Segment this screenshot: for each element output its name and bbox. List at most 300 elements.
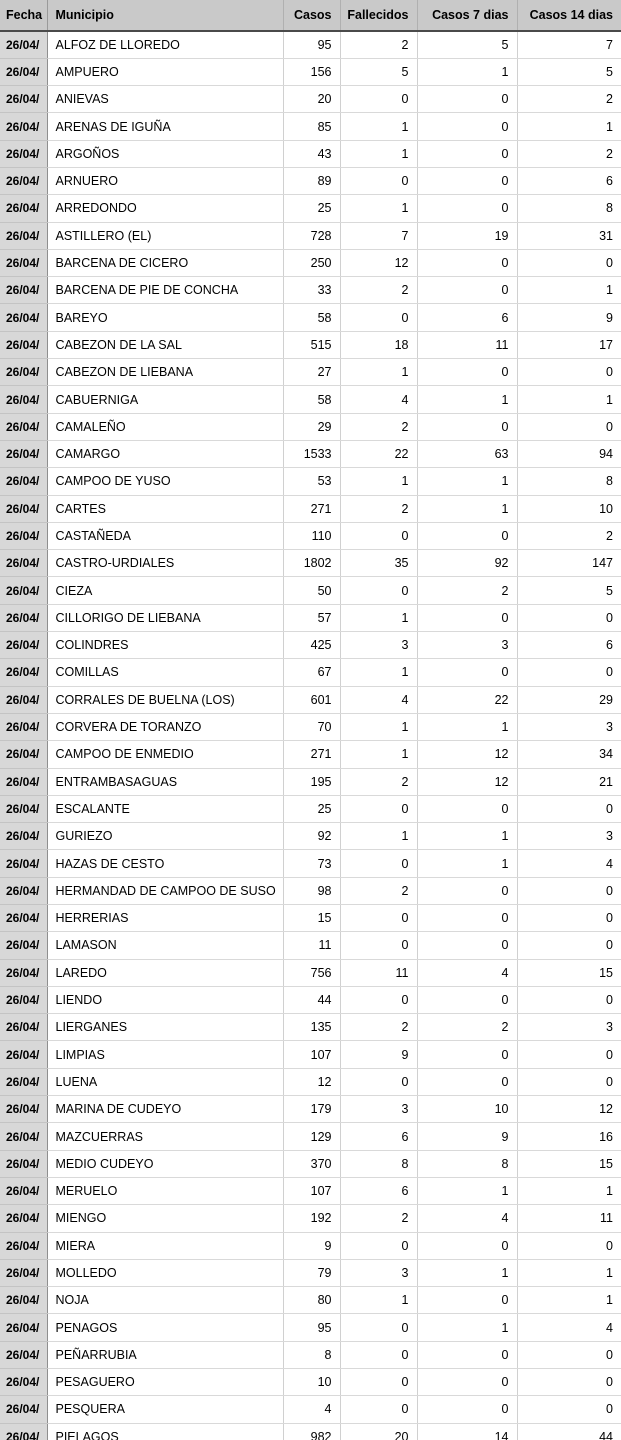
- cell-fallecidos: 8: [340, 1150, 417, 1177]
- cell-casos: 44: [283, 986, 340, 1013]
- cell-casos-7-dias: 10: [417, 1096, 517, 1123]
- cell-casos: 53: [283, 468, 340, 495]
- cell-municipio: PESQUERA: [47, 1396, 283, 1423]
- cell-municipio: CASTRO-URDIALES: [47, 550, 283, 577]
- cell-casos-7-dias: 0: [417, 277, 517, 304]
- cell-municipio: MOLLEDO: [47, 1259, 283, 1286]
- table-row[interactable]: [0, 440, 621, 467]
- column-header-casos[interactable]: Casos: [283, 0, 340, 31]
- cell-casos-7-dias: 0: [417, 659, 517, 686]
- cell-casos-7-dias: 0: [417, 1287, 517, 1314]
- cell-fecha: 26/04/: [0, 1423, 47, 1440]
- cell-fallecidos: 2: [340, 1014, 417, 1041]
- cell-casos-14-dias: 0: [517, 1341, 621, 1368]
- cell-fallecidos: 1: [340, 113, 417, 140]
- cell-casos: 92: [283, 823, 340, 850]
- cell-casos-14-dias: 0: [517, 877, 621, 904]
- cell-fecha: 26/04/: [0, 877, 47, 904]
- cell-casos: 25: [283, 195, 340, 222]
- cell-casos: 1533: [283, 440, 340, 467]
- cell-casos-7-dias: 0: [417, 195, 517, 222]
- cell-casos-7-dias: 19: [417, 222, 517, 249]
- cell-fecha: 26/04/: [0, 167, 47, 194]
- table-row[interactable]: [0, 1205, 621, 1232]
- cell-fecha: 26/04/: [0, 768, 47, 795]
- table-row[interactable]: [0, 659, 621, 686]
- cell-casos-14-dias: 0: [517, 1369, 621, 1396]
- table-row[interactable]: [0, 550, 621, 577]
- cell-casos-14-dias: 6: [517, 632, 621, 659]
- cell-casos: 20: [283, 86, 340, 113]
- table-row[interactable]: [0, 1423, 621, 1440]
- table-row[interactable]: [0, 359, 621, 386]
- cell-fallecidos: 4: [340, 386, 417, 413]
- table-row[interactable]: [0, 1341, 621, 1368]
- cell-casos-14-dias: 0: [517, 413, 621, 440]
- cell-casos: 271: [283, 741, 340, 768]
- cell-fallecidos: 4: [340, 686, 417, 713]
- cell-casos-7-dias: 8: [417, 1150, 517, 1177]
- cell-fallecidos: 1: [340, 359, 417, 386]
- cell-casos-14-dias: 8: [517, 468, 621, 495]
- table-row[interactable]: [0, 1396, 621, 1423]
- cell-fallecidos: 3: [340, 632, 417, 659]
- cell-casos-14-dias: 12: [517, 1096, 621, 1123]
- cell-casos-7-dias: 0: [417, 249, 517, 276]
- cell-casos-14-dias: 16: [517, 1123, 621, 1150]
- table-row[interactable]: [0, 1259, 621, 1286]
- cell-casos: 370: [283, 1150, 340, 1177]
- cell-municipio: CASTAÑEDA: [47, 522, 283, 549]
- cell-fallecidos: 0: [340, 1396, 417, 1423]
- cell-fecha: 26/04/: [0, 522, 47, 549]
- cell-fecha: 26/04/: [0, 1096, 47, 1123]
- cell-municipio: GURIEZO: [47, 823, 283, 850]
- cell-fecha: 26/04/: [0, 359, 47, 386]
- table-row[interactable]: [0, 1014, 621, 1041]
- table-header-row: [0, 0, 621, 31]
- cell-municipio: BARCENA DE CICERO: [47, 249, 283, 276]
- cell-fecha: 26/04/: [0, 304, 47, 331]
- cell-casos: 85: [283, 113, 340, 140]
- cell-casos-14-dias: 0: [517, 249, 621, 276]
- cell-municipio: HERRERIAS: [47, 905, 283, 932]
- cell-casos: 15: [283, 905, 340, 932]
- table-row[interactable]: [0, 1287, 621, 1314]
- cell-casos-14-dias: 1: [517, 1287, 621, 1314]
- cell-casos-14-dias: 0: [517, 1396, 621, 1423]
- cell-casos-7-dias: 0: [417, 1068, 517, 1095]
- cell-casos: 43: [283, 140, 340, 167]
- cell-fecha: 26/04/: [0, 986, 47, 1013]
- cell-casos: 58: [283, 386, 340, 413]
- column-header-fecha[interactable]: Fecha: [0, 0, 47, 31]
- cell-fecha: 26/04/: [0, 222, 47, 249]
- column-header-casos-7-dias[interactable]: Casos 7 dias: [417, 0, 517, 31]
- table-row[interactable]: [0, 1041, 621, 1068]
- cell-casos: 29: [283, 413, 340, 440]
- cell-municipio: ANIEVAS: [47, 86, 283, 113]
- cell-casos-14-dias: 1: [517, 113, 621, 140]
- cell-casos: 107: [283, 1177, 340, 1204]
- table-row[interactable]: [0, 386, 621, 413]
- cell-casos-14-dias: 0: [517, 1041, 621, 1068]
- cell-casos-14-dias: 15: [517, 1150, 621, 1177]
- cell-fecha: 26/04/: [0, 1232, 47, 1259]
- cell-casos-7-dias: 1: [417, 386, 517, 413]
- cell-fallecidos: 2: [340, 1205, 417, 1232]
- cell-fallecidos: 7: [340, 222, 417, 249]
- cell-fecha: 26/04/: [0, 713, 47, 740]
- cell-casos-14-dias: 0: [517, 1068, 621, 1095]
- table-row[interactable]: [0, 986, 621, 1013]
- table-row[interactable]: [0, 222, 621, 249]
- cell-casos-14-dias: 10: [517, 495, 621, 522]
- table-row[interactable]: [0, 86, 621, 113]
- cell-municipio: CIEZA: [47, 577, 283, 604]
- cell-municipio: COLINDRES: [47, 632, 283, 659]
- cell-municipio: ARENAS DE IGUÑA: [47, 113, 283, 140]
- cell-casos-7-dias: 1: [417, 1177, 517, 1204]
- cell-fecha: 26/04/: [0, 1014, 47, 1041]
- cell-casos-14-dias: 3: [517, 823, 621, 850]
- table-row[interactable]: [0, 741, 621, 768]
- cell-fecha: 26/04/: [0, 331, 47, 358]
- cell-casos-7-dias: 0: [417, 905, 517, 932]
- cell-municipio: LAREDO: [47, 959, 283, 986]
- cell-fallecidos: 20: [340, 1423, 417, 1440]
- cell-municipio: BAREYO: [47, 304, 283, 331]
- cell-fallecidos: 0: [340, 1314, 417, 1341]
- cell-casos-14-dias: 5: [517, 577, 621, 604]
- cell-fecha: 26/04/: [0, 1369, 47, 1396]
- cell-fecha: 26/04/: [0, 1341, 47, 1368]
- cell-fecha: 26/04/: [0, 959, 47, 986]
- cell-casos-14-dias: 2: [517, 140, 621, 167]
- cell-fallecidos: 0: [340, 850, 417, 877]
- cell-casos-14-dias: 0: [517, 795, 621, 822]
- cell-municipio: ARGOÑOS: [47, 140, 283, 167]
- table-row[interactable]: [0, 249, 621, 276]
- table-row[interactable]: [0, 113, 621, 140]
- cell-casos-14-dias: 0: [517, 932, 621, 959]
- table-row[interactable]: [0, 795, 621, 822]
- cell-fecha: 26/04/: [0, 31, 47, 58]
- cell-fecha: 26/04/: [0, 795, 47, 822]
- cell-casos-7-dias: 1: [417, 495, 517, 522]
- cell-municipio: AMPUERO: [47, 58, 283, 85]
- cell-fallecidos: 1: [340, 823, 417, 850]
- column-header-municipio[interactable]: Municipio: [47, 0, 283, 31]
- cell-casos-7-dias: 0: [417, 604, 517, 631]
- table-row[interactable]: [0, 823, 621, 850]
- cell-casos-14-dias: 31: [517, 222, 621, 249]
- cell-casos-7-dias: 0: [417, 167, 517, 194]
- cell-casos: 95: [283, 31, 340, 58]
- cell-municipio: MIENGO: [47, 1205, 283, 1232]
- cell-fallecidos: 18: [340, 331, 417, 358]
- cell-casos-7-dias: 3: [417, 632, 517, 659]
- cell-casos-14-dias: 1: [517, 386, 621, 413]
- cell-casos-7-dias: 14: [417, 1423, 517, 1440]
- table-body: [0, 31, 621, 1440]
- cell-fallecidos: 3: [340, 1096, 417, 1123]
- cell-fecha: 26/04/: [0, 277, 47, 304]
- cell-casos: 1802: [283, 550, 340, 577]
- cell-fecha: 26/04/: [0, 468, 47, 495]
- cell-fallecidos: 0: [340, 1341, 417, 1368]
- cell-fallecidos: 0: [340, 1232, 417, 1259]
- cell-municipio: CAMALEÑO: [47, 413, 283, 440]
- cell-casos-14-dias: 3: [517, 713, 621, 740]
- cell-municipio: LUENA: [47, 1068, 283, 1095]
- cell-casos-14-dias: 4: [517, 850, 621, 877]
- table-row[interactable]: [0, 331, 621, 358]
- cell-casos-14-dias: 5: [517, 58, 621, 85]
- cell-casos: 728: [283, 222, 340, 249]
- cell-fecha: 26/04/: [0, 440, 47, 467]
- cell-casos-7-dias: 5: [417, 31, 517, 58]
- cell-casos-14-dias: 29: [517, 686, 621, 713]
- table-row[interactable]: [0, 140, 621, 167]
- cell-fallecidos: 6: [340, 1123, 417, 1150]
- cell-fecha: 26/04/: [0, 1396, 47, 1423]
- cell-casos: 12: [283, 1068, 340, 1095]
- cell-municipio: ENTRAMBASAGUAS: [47, 768, 283, 795]
- table-row[interactable]: [0, 1096, 621, 1123]
- table-row[interactable]: [0, 768, 621, 795]
- table-row[interactable]: [0, 1314, 621, 1341]
- table-row[interactable]: [0, 577, 621, 604]
- cell-fallecidos: 2: [340, 31, 417, 58]
- table-row[interactable]: [0, 304, 621, 331]
- cell-casos: 95: [283, 1314, 340, 1341]
- cell-casos-7-dias: 1: [417, 823, 517, 850]
- cell-fallecidos: 12: [340, 249, 417, 276]
- cell-casos-14-dias: 0: [517, 1232, 621, 1259]
- cell-casos-7-dias: 92: [417, 550, 517, 577]
- table-row[interactable]: [0, 195, 621, 222]
- cell-casos-7-dias: 0: [417, 113, 517, 140]
- column-header-fallecidos[interactable]: Fallecidos: [340, 0, 417, 31]
- cell-fallecidos: 3: [340, 1259, 417, 1286]
- cell-fallecidos: 0: [340, 986, 417, 1013]
- cell-fallecidos: 9: [340, 1041, 417, 1068]
- cell-municipio: CILLORIGO DE LIEBANA: [47, 604, 283, 631]
- cell-casos-7-dias: 11: [417, 331, 517, 358]
- cell-fallecidos: 0: [340, 932, 417, 959]
- cell-fecha: 26/04/: [0, 577, 47, 604]
- cell-municipio: MEDIO CUDEYO: [47, 1150, 283, 1177]
- cell-municipio: CAMPOO DE YUSO: [47, 468, 283, 495]
- table-row[interactable]: [0, 1150, 621, 1177]
- table-row[interactable]: [0, 632, 621, 659]
- cell-casos: 195: [283, 768, 340, 795]
- cell-fecha: 26/04/: [0, 741, 47, 768]
- cell-fecha: 26/04/: [0, 195, 47, 222]
- cell-casos-14-dias: 2: [517, 522, 621, 549]
- cell-casos-14-dias: 1: [517, 1259, 621, 1286]
- cell-casos: 79: [283, 1259, 340, 1286]
- cell-fallecidos: 1: [340, 195, 417, 222]
- table-row[interactable]: [0, 959, 621, 986]
- cell-fallecidos: 0: [340, 167, 417, 194]
- cell-fallecidos: 1: [340, 140, 417, 167]
- cell-municipio: COMILLAS: [47, 659, 283, 686]
- cell-municipio: LIMPIAS: [47, 1041, 283, 1068]
- cell-fallecidos: 1: [340, 741, 417, 768]
- table-row[interactable]: [0, 850, 621, 877]
- cell-municipio: MIERA: [47, 1232, 283, 1259]
- cell-fecha: 26/04/: [0, 140, 47, 167]
- cell-casos-7-dias: 0: [417, 1232, 517, 1259]
- cell-casos: 156: [283, 58, 340, 85]
- cell-casos: 110: [283, 522, 340, 549]
- cell-municipio: MAZCUERRAS: [47, 1123, 283, 1150]
- cell-casos-7-dias: 0: [417, 413, 517, 440]
- cell-fallecidos: 0: [340, 304, 417, 331]
- cell-casos: 33: [283, 277, 340, 304]
- table-row[interactable]: [0, 1068, 621, 1095]
- cell-municipio: CABUERNIGA: [47, 386, 283, 413]
- cell-casos: 73: [283, 850, 340, 877]
- cell-fecha: 26/04/: [0, 1068, 47, 1095]
- cell-fallecidos: 0: [340, 905, 417, 932]
- cell-casos: 982: [283, 1423, 340, 1440]
- table-row[interactable]: [0, 1123, 621, 1150]
- cell-fallecidos: 1: [340, 468, 417, 495]
- table-row[interactable]: [0, 468, 621, 495]
- cell-casos-7-dias: 1: [417, 468, 517, 495]
- cell-fecha: 26/04/: [0, 58, 47, 85]
- table-row[interactable]: [0, 58, 621, 85]
- cell-fecha: 26/04/: [0, 1123, 47, 1150]
- cell-fecha: 26/04/: [0, 604, 47, 631]
- cell-fallecidos: 0: [340, 1068, 417, 1095]
- cell-fecha: 26/04/: [0, 413, 47, 440]
- cell-casos-7-dias: 0: [417, 140, 517, 167]
- cell-casos-7-dias: 1: [417, 713, 517, 740]
- table-row[interactable]: [0, 413, 621, 440]
- cell-fecha: 26/04/: [0, 632, 47, 659]
- cell-casos-7-dias: 1: [417, 58, 517, 85]
- cell-fecha: 26/04/: [0, 86, 47, 113]
- cell-casos: 601: [283, 686, 340, 713]
- table-header: [0, 0, 621, 31]
- cell-fecha: 26/04/: [0, 1314, 47, 1341]
- cell-fecha: 26/04/: [0, 386, 47, 413]
- cell-casos-14-dias: 2: [517, 86, 621, 113]
- cell-casos-7-dias: 0: [417, 986, 517, 1013]
- cell-municipio: ALFOZ DE LLOREDO: [47, 31, 283, 58]
- cell-fallecidos: 35: [340, 550, 417, 577]
- cell-fallecidos: 0: [340, 795, 417, 822]
- cell-fallecidos: 11: [340, 959, 417, 986]
- cell-casos: 271: [283, 495, 340, 522]
- table-row[interactable]: [0, 1177, 621, 1204]
- cell-fallecidos: 1: [340, 1287, 417, 1314]
- table-row[interactable]: [0, 932, 621, 959]
- cell-municipio: ARNUERO: [47, 167, 283, 194]
- table-row[interactable]: [0, 905, 621, 932]
- cell-casos-7-dias: 0: [417, 795, 517, 822]
- cell-casos: 4: [283, 1396, 340, 1423]
- cell-casos: 192: [283, 1205, 340, 1232]
- cell-fallecidos: 2: [340, 277, 417, 304]
- cell-fecha: 26/04/: [0, 1259, 47, 1286]
- cell-casos-7-dias: 4: [417, 1205, 517, 1232]
- cell-casos: 25: [283, 795, 340, 822]
- cell-fecha: 26/04/: [0, 850, 47, 877]
- cell-casos-7-dias: 0: [417, 522, 517, 549]
- cell-casos: 107: [283, 1041, 340, 1068]
- cell-municipio: PESAGUERO: [47, 1369, 283, 1396]
- cell-municipio: PENAGOS: [47, 1314, 283, 1341]
- table-row[interactable]: [0, 877, 621, 904]
- cell-casos-14-dias: 8: [517, 195, 621, 222]
- cell-casos-14-dias: 0: [517, 359, 621, 386]
- table-row[interactable]: [0, 686, 621, 713]
- cell-casos: 250: [283, 249, 340, 276]
- cell-casos-7-dias: 6: [417, 304, 517, 331]
- cell-fallecidos: 2: [340, 877, 417, 904]
- cell-casos-14-dias: 17: [517, 331, 621, 358]
- cell-casos-7-dias: 12: [417, 768, 517, 795]
- cell-casos-7-dias: 22: [417, 686, 517, 713]
- cell-fallecidos: 1: [340, 604, 417, 631]
- table-row[interactable]: [0, 1232, 621, 1259]
- table-row[interactable]: [0, 277, 621, 304]
- cell-fecha: 26/04/: [0, 495, 47, 522]
- cell-casos-14-dias: 1: [517, 277, 621, 304]
- cell-municipio: CARTES: [47, 495, 283, 522]
- cell-casos: 98: [283, 877, 340, 904]
- cell-casos-7-dias: 1: [417, 1259, 517, 1286]
- cell-casos-14-dias: 3: [517, 1014, 621, 1041]
- cell-fallecidos: 1: [340, 713, 417, 740]
- table-row[interactable]: [0, 167, 621, 194]
- cell-fecha: 26/04/: [0, 1287, 47, 1314]
- cell-casos: 129: [283, 1123, 340, 1150]
- cell-casos-7-dias: 0: [417, 359, 517, 386]
- cell-municipio: LIERGANES: [47, 1014, 283, 1041]
- cell-fecha: 26/04/: [0, 1205, 47, 1232]
- cell-municipio: HAZAS DE CESTO: [47, 850, 283, 877]
- cell-municipio: ASTILLERO (EL): [47, 222, 283, 249]
- cell-fallecidos: 2: [340, 768, 417, 795]
- table-row[interactable]: [0, 713, 621, 740]
- cell-casos: 179: [283, 1096, 340, 1123]
- cell-municipio: NOJA: [47, 1287, 283, 1314]
- table-row[interactable]: [0, 1369, 621, 1396]
- cell-casos-14-dias: 1: [517, 1177, 621, 1204]
- cell-casos-7-dias: 2: [417, 577, 517, 604]
- table-row[interactable]: [0, 495, 621, 522]
- table-row[interactable]: [0, 604, 621, 631]
- cell-casos: 89: [283, 167, 340, 194]
- cell-casos: 135: [283, 1014, 340, 1041]
- cell-casos: 50: [283, 577, 340, 604]
- cell-municipio: CAMARGO: [47, 440, 283, 467]
- column-header-casos-14-dias[interactable]: Casos 14 dias: [517, 0, 621, 31]
- cell-casos-14-dias: 15: [517, 959, 621, 986]
- cell-casos: 27: [283, 359, 340, 386]
- cell-casos-7-dias: 0: [417, 1369, 517, 1396]
- cell-casos-14-dias: 0: [517, 986, 621, 1013]
- table-row[interactable]: [0, 522, 621, 549]
- cell-fallecidos: 6: [340, 1177, 417, 1204]
- table-row[interactable]: [0, 31, 621, 58]
